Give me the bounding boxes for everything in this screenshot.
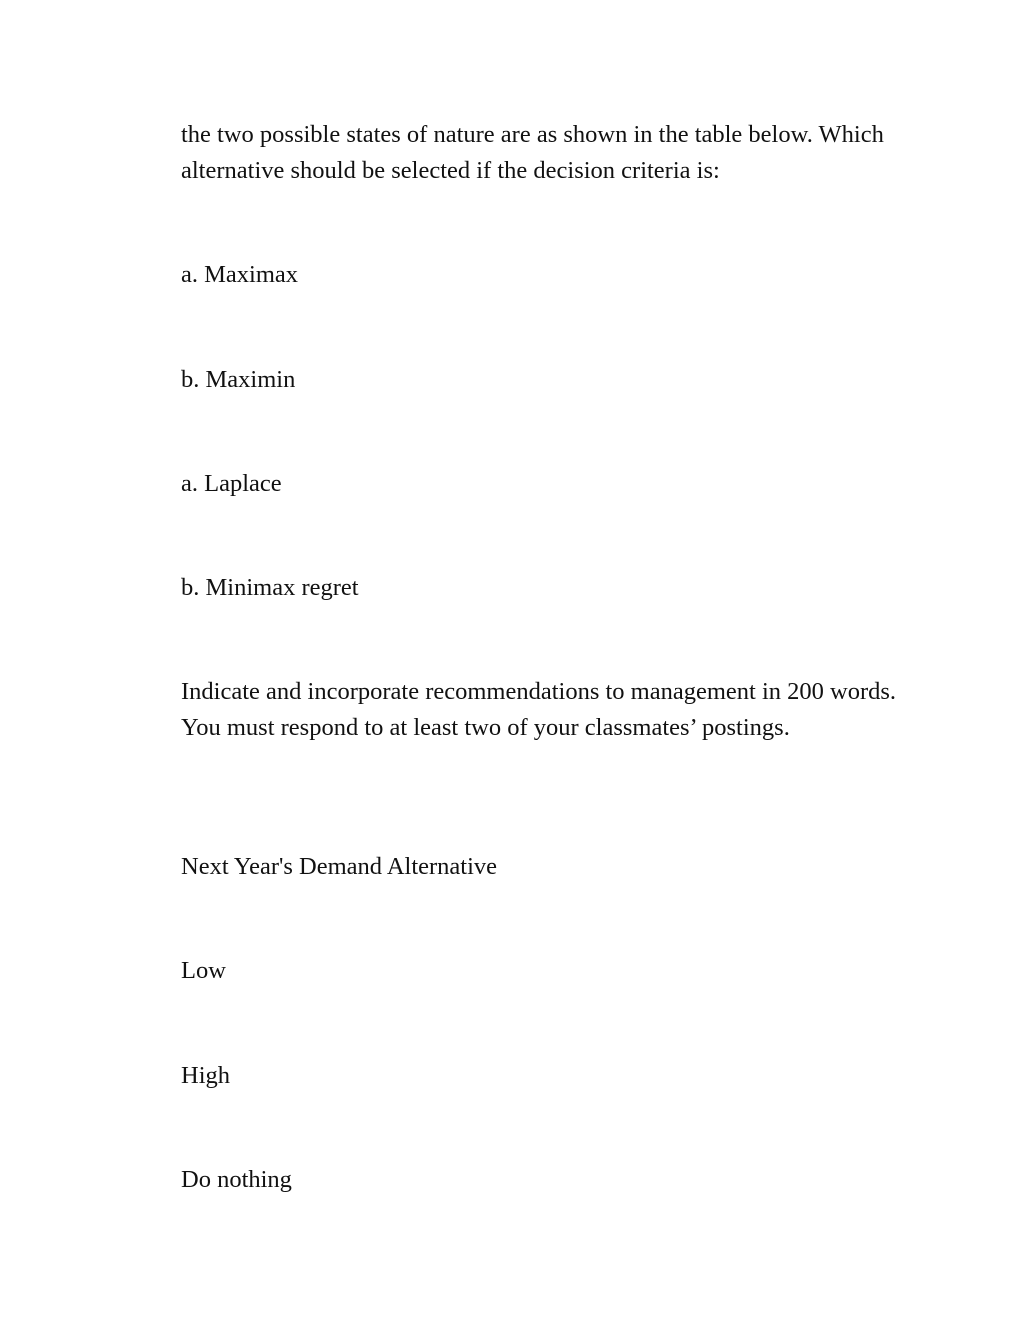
intro-paragraph: the two possible states of nature are as shown in the table below. Which alternative should be selected if the decision criteria is: xyxy=(181,121,884,184)
option-maximin: b. Maximin xyxy=(181,366,296,393)
option-laplace: a. Laplace xyxy=(181,470,282,497)
table-header-text: Next Year's Demand Alternative xyxy=(181,853,498,880)
option-minimax-regret: b. Minimax regret xyxy=(181,574,359,601)
instructions-paragraph: Indicate and incorporate recommendations to management in 200 words. You must respond to at least two of your classmates’ postings. xyxy=(181,678,897,741)
demand-low: Low xyxy=(181,957,226,984)
demand-high: High xyxy=(181,1062,230,1089)
alternative-do-nothing: Do nothing xyxy=(181,1166,292,1193)
option-maximax: a. Maximax xyxy=(181,261,299,288)
